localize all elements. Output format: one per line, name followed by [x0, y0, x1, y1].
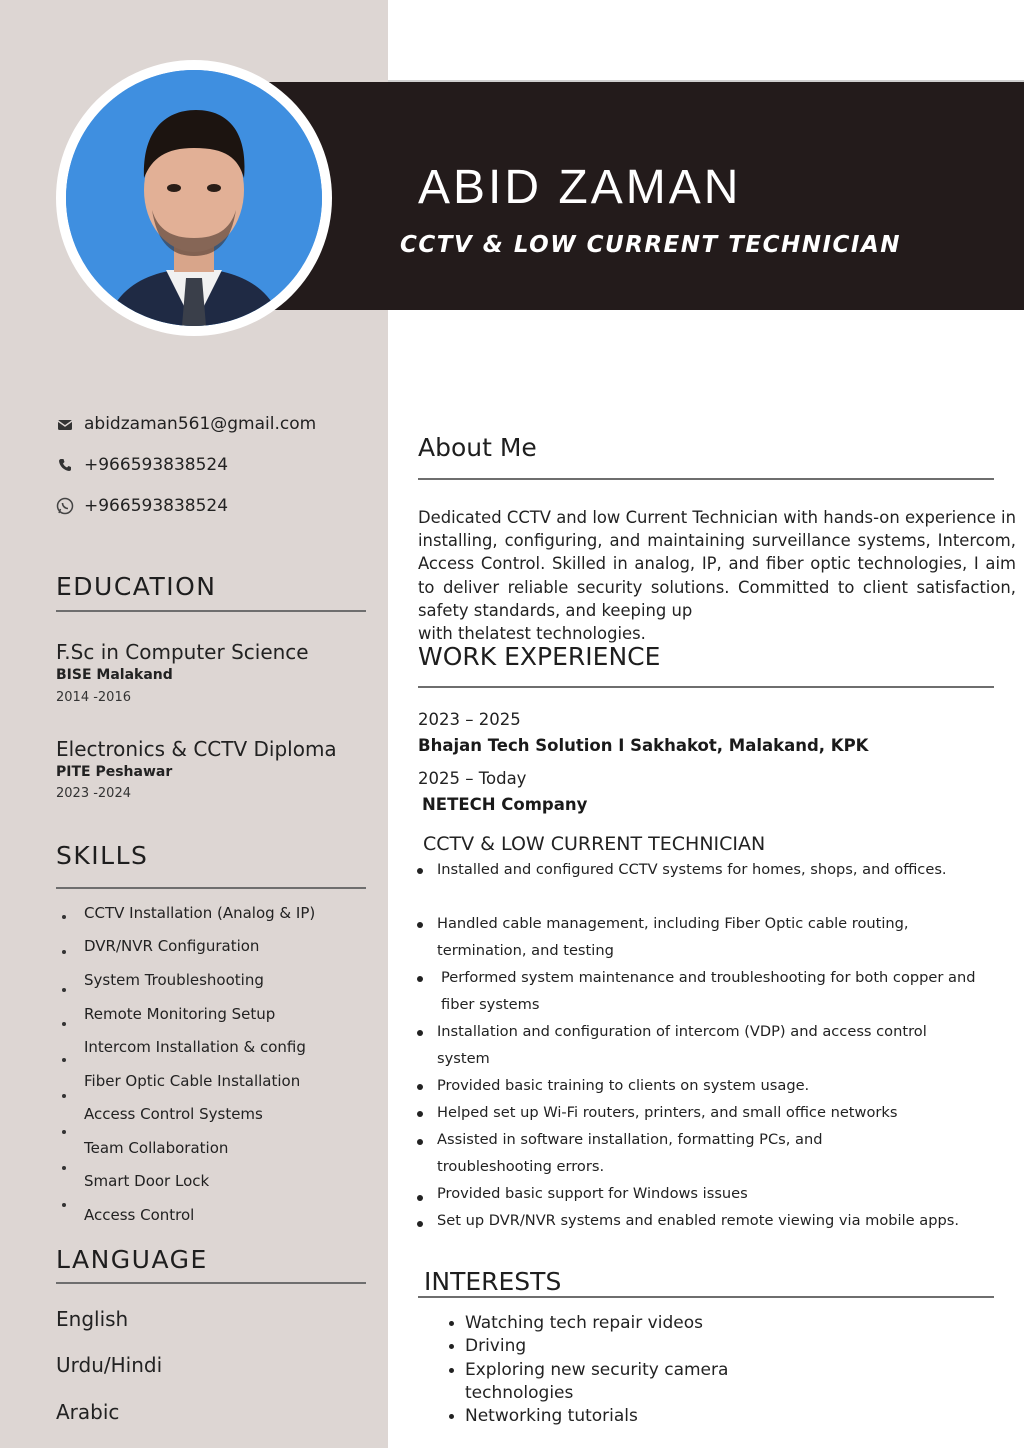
experience-heading: WORK EXPERIENCE	[418, 642, 661, 671]
bullet-icon	[417, 1195, 423, 1201]
duty-item: Provided basic support for Windows issues	[437, 1185, 748, 1202]
skill-item: Access Control Systems	[84, 1105, 263, 1123]
interests-heading: INTERESTS	[424, 1267, 562, 1296]
about-paragraph-end: with thelatest technologies.	[418, 624, 646, 644]
person-portrait-icon	[66, 70, 322, 326]
education-heading: EDUCATION	[56, 572, 217, 601]
whatsapp-text: +966593838524	[84, 496, 229, 516]
contact-whatsapp[interactable]	[56, 494, 228, 518]
about-heading: About Me	[418, 433, 537, 462]
language-divider	[56, 1282, 366, 1284]
bullet-icon	[62, 1094, 66, 1098]
skill-item: Access Control	[84, 1206, 195, 1224]
bullet-icon	[62, 1130, 66, 1134]
bullet-icon	[62, 1203, 66, 1207]
profile-photo	[66, 70, 322, 326]
education-institution: PITE Peshawar	[56, 764, 173, 780]
interests-list	[445, 1312, 775, 1428]
about-divider	[418, 478, 994, 480]
bullet-icon	[417, 868, 423, 874]
job-years: 2023 – 2025	[418, 710, 521, 729]
skill-item: Team Collaboration	[84, 1139, 229, 1157]
about-paragraph: Dedicated CCTV and low Current Technician with hands-on experience in installing, configuring, and maintaining surveillance systems, Intercom, Access Control. Skilled in analog, IP, and fiber optic technologies, I aim to deliver reliable security solutions. Committed to client satisfaction, safety standards, and keeping up	[418, 508, 1016, 620]
email-text: abidzaman561@gmail.com	[84, 414, 317, 434]
skills-divider	[56, 887, 366, 889]
duty-item: Provided basic training to clients on system usage.	[437, 1077, 810, 1094]
education-institution: BISE Malakand	[56, 667, 173, 683]
skill-item: Intercom Installation & config	[84, 1038, 306, 1056]
bullet-icon	[417, 1111, 423, 1117]
skill-item: Fiber Optic Cable Installation	[84, 1072, 301, 1090]
whatsapp-icon	[56, 497, 74, 515]
job-role: CCTV & LOW CURRENT TECHNICIAN	[423, 833, 766, 855]
education-divider	[56, 610, 366, 612]
duty-item: Helped set up Wi-Fi routers, printers, and small office networks	[437, 1104, 898, 1121]
duty-item: Installed and configured CCTV systems for homes, shops, and offices.	[437, 861, 947, 878]
interest-item: Watching tech repair videos	[445, 1312, 775, 1335]
interest-item: Driving	[445, 1335, 775, 1358]
contact-email[interactable]	[56, 412, 316, 436]
bullet-icon	[417, 1084, 423, 1090]
skill-item: DVR/NVR Configuration	[84, 937, 260, 955]
interest-item: Exploring new security camera technologies	[445, 1359, 775, 1406]
candidate-name: ABID ZAMAN	[418, 161, 742, 214]
bullet-icon	[62, 1166, 66, 1170]
job-years: 2025 – Today	[418, 769, 527, 788]
skill-item: Remote Monitoring Setup	[84, 1005, 276, 1023]
education-years: 2023 -2024	[56, 786, 131, 801]
skills-heading: SKILLS	[56, 841, 149, 870]
skill-item: CCTV Installation (Analog & IP)	[84, 904, 316, 922]
experience-divider	[418, 686, 994, 688]
job-company: Bhajan Tech Solution I Sakhakot, Malakand, KPK	[418, 736, 869, 755]
education-degree: Electronics & CCTV Diploma	[56, 737, 337, 761]
bullet-icon	[417, 976, 423, 982]
education-degree: F.Sc in Computer Science	[56, 640, 309, 664]
about-text	[418, 506, 1016, 645]
bullet-icon	[417, 922, 423, 928]
contact-phone[interactable]	[56, 453, 228, 477]
phone-text: +966593838524	[84, 455, 229, 475]
duty-item: Assisted in software installation, formatting PCs, and troubleshooting errors.	[437, 1131, 823, 1175]
bullet-icon	[62, 950, 66, 954]
duty-item: Handled cable management, including Fiber Optic cable routing, termination, and testing	[437, 915, 909, 959]
interests-divider	[418, 1296, 994, 1298]
skill-item: Smart Door Lock	[84, 1172, 210, 1190]
bullet-icon	[62, 988, 66, 992]
education-years: 2014 -2016	[56, 690, 131, 705]
duty-item: Performed system maintenance and troubleshooting for both copper and fiber systems	[441, 969, 976, 1013]
language-item: Arabic	[56, 1400, 120, 1424]
bullet-icon	[62, 1022, 66, 1026]
job-company: NETECH Company	[422, 795, 588, 814]
bullet-icon	[62, 915, 66, 919]
bullet-icon	[417, 1139, 423, 1145]
candidate-title: CCTV & LOW CURRENT TECHNICIAN	[400, 232, 902, 258]
bullet-icon	[417, 1221, 423, 1227]
envelope-icon	[56, 415, 74, 433]
bullet-icon	[62, 1058, 66, 1062]
language-item: English	[56, 1307, 129, 1331]
language-item: Urdu/Hindi	[56, 1353, 163, 1377]
duty-item: Installation and configuration of intercom (VDP) and access control system	[437, 1023, 927, 1067]
interest-item: Networking tutorials	[445, 1405, 775, 1428]
language-heading: LANGUAGE	[56, 1245, 208, 1274]
bullet-icon	[417, 1030, 423, 1036]
skill-item: System Troubleshooting	[84, 971, 264, 989]
duty-item: Set up DVR/NVR systems and enabled remote viewing via mobile apps.	[437, 1212, 959, 1229]
phone-icon	[56, 456, 74, 474]
